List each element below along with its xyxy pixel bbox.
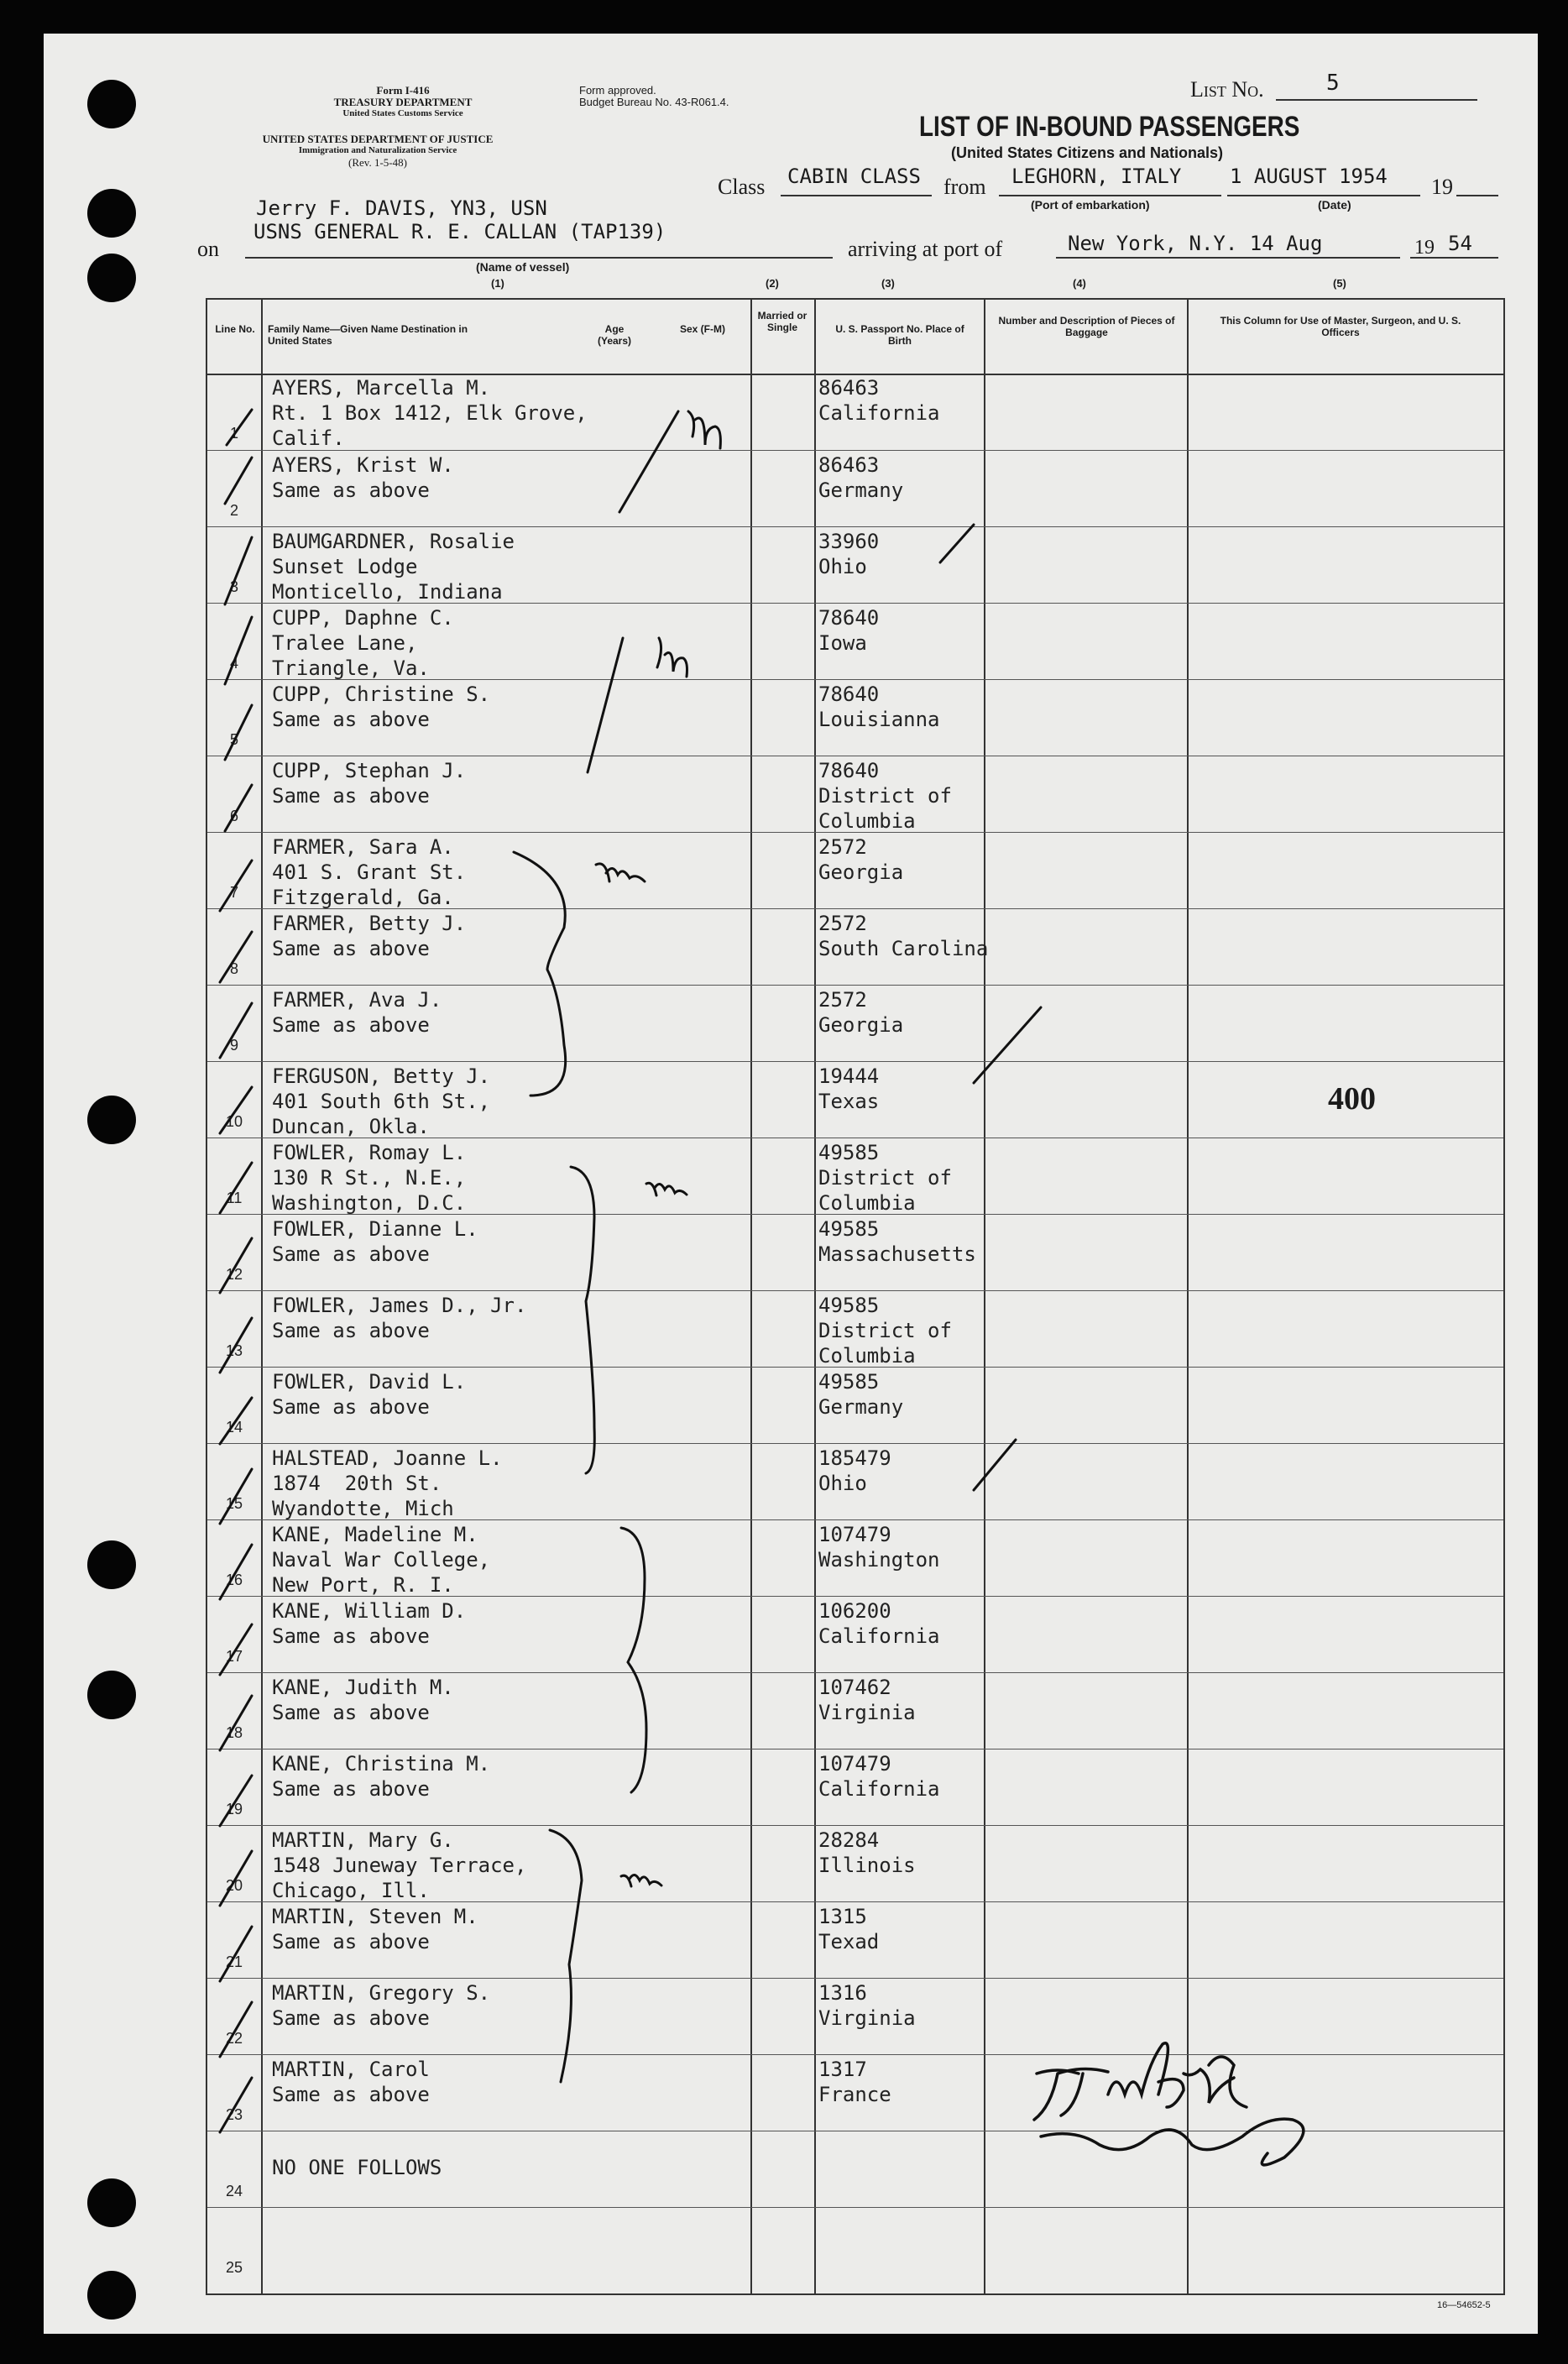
- signature-mark: [1034, 2043, 1304, 2165]
- destination-line-1: 1548 Juneway Terrace,: [272, 1854, 527, 1877]
- destination-line-2: Triangle, Va.: [272, 656, 430, 680]
- passport-number: 107479: [818, 1752, 891, 1776]
- list-no-value: 5: [1326, 71, 1340, 96]
- header-passport: U. S. Passport No. Place of Birth: [835, 323, 964, 347]
- arrival-port: New York, N.Y. 14 Aug: [1068, 232, 1323, 255]
- passenger-name: BAUMGARDNER, Rosalie: [272, 530, 515, 553]
- footer-code: 16—54652-5: [1437, 2300, 1491, 2310]
- line-number: 1: [229, 425, 238, 442]
- place-of-birth: Virginia: [818, 2006, 916, 2030]
- list-no-label: List No.: [1190, 77, 1264, 102]
- line-number: 22: [225, 2030, 243, 2047]
- passenger-name: FARMER, Sara A.: [272, 835, 454, 859]
- passenger-name: KANE, Christina M.: [272, 1752, 491, 1776]
- vessel-caption: (Name of vessel): [476, 260, 570, 274]
- line-number: 11: [226, 1190, 243, 1206]
- destination-line-2: Fitzgerald, Ga.: [272, 886, 454, 909]
- place-of-birth: District of: [818, 784, 952, 808]
- line-number: 18: [225, 1724, 243, 1741]
- place-of-birth-line-2: Columbia: [818, 1344, 916, 1368]
- passport-number: 107479: [818, 1523, 891, 1546]
- place-of-birth: Ohio: [818, 555, 867, 578]
- line-number: 16: [225, 1572, 243, 1588]
- on-label: on: [197, 237, 219, 261]
- passport-number: 49585: [818, 1217, 880, 1241]
- line-number: 14: [225, 1419, 243, 1436]
- destination-line-2: Chicago, Ill.: [272, 1879, 430, 1902]
- place-of-birth: Louisianna: [818, 708, 940, 731]
- passport-number: 49585: [818, 1370, 880, 1394]
- page-subtitle: (United States Citizens and Nationals): [951, 144, 1224, 161]
- officer-name: Jerry F. DAVIS, YN3, USN: [256, 196, 547, 220]
- place-of-birth: South Carolina: [818, 937, 989, 960]
- header-name: Family Name—Given Name Destination in United States: [268, 323, 468, 347]
- destination-line-1: Rt. 1 Box 1412, Elk Grove,: [272, 401, 588, 425]
- from-value: LEGHORN, ITALY: [1011, 165, 1182, 188]
- line-number: 20: [225, 1877, 243, 1894]
- passport-number: 19444: [818, 1064, 880, 1088]
- place-of-birth: France: [818, 2083, 891, 2106]
- place-of-birth: Washington: [818, 1548, 940, 1572]
- passport-number: 1317: [818, 2058, 867, 2081]
- justice-department: UNITED STATES DEPARTMENT OF JUSTICE: [262, 133, 494, 145]
- place-of-birth: Georgia: [818, 860, 904, 884]
- destination-line-2: Duncan, Okla.: [272, 1115, 430, 1138]
- destination-line-1: Same as above: [272, 1777, 430, 1801]
- date-year-prefix: 19: [1431, 175, 1453, 199]
- col-num-4: (4): [1073, 277, 1086, 290]
- passport-number: 78640: [818, 759, 880, 782]
- passenger-name: FARMER, Ava J.: [272, 988, 442, 1012]
- line-number: 2: [229, 502, 238, 519]
- destination-line-1: 1874 20th St.: [272, 1472, 442, 1495]
- passport-number: 2572: [818, 988, 867, 1012]
- destination-line-1: Same as above: [272, 1013, 430, 1037]
- place-of-birth: Germany: [818, 479, 904, 502]
- line-number: 19: [225, 1801, 243, 1817]
- destination-line-1: Same as above: [272, 1319, 430, 1342]
- place-of-birth: Massachusetts: [818, 1242, 976, 1266]
- place-of-birth: Germany: [818, 1395, 904, 1419]
- place-of-birth-line-2: Columbia: [818, 809, 916, 833]
- place-of-birth: District of: [818, 1166, 952, 1190]
- line-number: 21: [225, 1953, 243, 1970]
- treasury-department: TREASURY DEPARTMENT: [333, 96, 473, 108]
- vessel-name: USNS GENERAL R. E. CALLAN (TAP139): [253, 220, 666, 243]
- passport-number: 49585: [818, 1294, 880, 1317]
- passenger-name: KANE, Judith M.: [272, 1676, 454, 1699]
- col-num-2: (2): [766, 277, 779, 290]
- place-of-birth: Texad: [818, 1930, 880, 1953]
- passport-number: 49585: [818, 1141, 880, 1164]
- passenger-name: CUPP, Christine S.: [272, 683, 491, 706]
- col-num-5: (5): [1333, 277, 1346, 290]
- header-baggage: Number and Description of Pieces of Baggage: [998, 315, 1175, 338]
- departure-date: 1 AUGUST 1954: [1230, 165, 1388, 188]
- header-sex: Sex (F-M): [680, 323, 725, 335]
- destination-line-2: Monticello, Indiana: [272, 580, 503, 604]
- passenger-name: MARTIN, Steven M.: [272, 1905, 478, 1928]
- col-num-3: (3): [881, 277, 895, 290]
- destination-line-2: Calif.: [272, 426, 345, 450]
- passenger-name: KANE, William D.: [272, 1599, 467, 1623]
- line-number: 8: [229, 960, 238, 977]
- passport-number: 106200: [818, 1599, 891, 1623]
- place-of-birth: California: [818, 401, 940, 425]
- passport-number: 86463: [818, 453, 880, 477]
- arrival-year: 54: [1448, 232, 1472, 255]
- passenger-name: FOWLER, Romay L.: [272, 1141, 467, 1164]
- line-number: 4: [229, 655, 238, 672]
- date-caption: (Date): [1318, 198, 1351, 212]
- line-number: 9: [229, 1037, 238, 1054]
- passenger-name: CUPP, Daphne C.: [272, 606, 454, 630]
- class-value: CABIN CLASS: [787, 165, 921, 188]
- destination-line-1: Same as above: [272, 1242, 430, 1266]
- header-married: Married or Single: [757, 310, 808, 333]
- destination-line-1: Same as above: [272, 708, 430, 731]
- place-of-birth: California: [818, 1777, 940, 1801]
- destination-line-1: 401 South 6th St.,: [272, 1090, 491, 1113]
- passenger-name: FARMER, Betty J.: [272, 912, 467, 935]
- destination-line-1: Sunset Lodge: [272, 555, 418, 578]
- arrival-year-prefix: 19: [1414, 237, 1435, 259]
- line-number: 10: [225, 1113, 243, 1130]
- place-of-birth: Iowa: [818, 631, 867, 655]
- line-number: 23: [225, 2106, 243, 2123]
- passport-number: 2572: [818, 835, 867, 859]
- passport-number: 78640: [818, 683, 880, 706]
- destination-line-2: New Port, R. I.: [272, 1573, 454, 1597]
- port-embark-caption: (Port of embarkation): [1031, 198, 1150, 212]
- passenger-name: CUPP, Stephan J.: [272, 759, 467, 782]
- header-officers: This Column for Use of Master, Surgeon, and U. S. Officers: [1220, 315, 1461, 338]
- line-number: 5: [229, 731, 238, 748]
- destination-line-1: Tralee Lane,: [272, 631, 418, 655]
- place-of-birth: District of: [818, 1319, 952, 1342]
- passport-number: 2572: [818, 912, 867, 935]
- destination-line-1: Same as above: [272, 784, 430, 808]
- arriving-label: arriving at port of: [848, 237, 1003, 261]
- passport-number: 1315: [818, 1905, 867, 1928]
- passenger-name: FERGUSON, Betty J.: [272, 1064, 491, 1088]
- place-of-birth: Georgia: [818, 1013, 904, 1037]
- passport-number: 78640: [818, 606, 880, 630]
- destination-line-1: 401 S. Grant St.: [272, 860, 467, 884]
- passenger-name: MARTIN, Gregory S.: [272, 1981, 491, 2005]
- place-of-birth: Texas: [818, 1090, 880, 1113]
- col-num-1: (1): [491, 277, 504, 290]
- passenger-name: HALSTEAD, Joanne L.: [272, 1446, 503, 1470]
- line-number: 3: [229, 578, 238, 595]
- passenger-name: FOWLER, James D., Jr.: [272, 1294, 527, 1317]
- officer-note: 400: [1328, 1081, 1376, 1117]
- passenger-name: AYERS, Marcella M.: [272, 376, 491, 400]
- revision: (Rev. 1-5-48): [348, 156, 407, 169]
- page-title: LIST OF IN-BOUND PASSENGERS: [919, 111, 1300, 143]
- passenger-name: AYERS, Krist W.: [272, 453, 454, 477]
- line-number: 25: [225, 2259, 243, 2276]
- destination-line-2: Washington, D.C.: [272, 1191, 467, 1215]
- destination-line-1: Same as above: [272, 937, 430, 960]
- line-number: 12: [225, 1266, 243, 1283]
- destination-line-1: Naval War College,: [272, 1548, 491, 1572]
- class-label: Class: [718, 175, 766, 199]
- line-number: 6: [229, 808, 238, 824]
- immigration-service: Immigration and Naturalization Service: [298, 145, 457, 155]
- passenger-name: MARTIN, Carol: [272, 2058, 430, 2081]
- destination-line-2: Wyandotte, Mich: [272, 1497, 454, 1520]
- destination-line-1: Same as above: [272, 1624, 430, 1648]
- passport-number: 107462: [818, 1676, 891, 1699]
- passport-number: 33960: [818, 530, 880, 553]
- place-of-birth: Illinois: [818, 1854, 916, 1877]
- place-of-birth: Ohio: [818, 1472, 867, 1495]
- destination-line-1: Same as above: [272, 1930, 430, 1953]
- passenger-name: MARTIN, Mary G.: [272, 1828, 454, 1852]
- header-line-no: Line No.: [215, 323, 255, 335]
- passenger-name: KANE, Madeline M.: [272, 1523, 478, 1546]
- passport-number: 185479: [818, 1446, 891, 1470]
- passenger-name: FOWLER, Dianne L.: [272, 1217, 478, 1241]
- passenger-name: FOWLER, David L.: [272, 1370, 467, 1394]
- destination-line-1: Same as above: [272, 1701, 430, 1724]
- destination-line-1: Same as above: [272, 2006, 430, 2030]
- form-number: Form I-416: [376, 84, 430, 97]
- place-of-birth: Virginia: [818, 1701, 916, 1724]
- line-number: 13: [225, 1342, 243, 1359]
- line-number: 15: [225, 1495, 243, 1512]
- passport-number: 28284: [818, 1828, 880, 1852]
- customs-service: United States Customs Service: [342, 108, 463, 118]
- place-of-birth-line-2: Columbia: [818, 1191, 916, 1215]
- budget-bureau: Budget Bureau No. 43-R061.4.: [579, 96, 729, 108]
- line-number: 24: [225, 2183, 243, 2199]
- header-age: Age (Years): [597, 323, 632, 347]
- passport-number: 1316: [818, 1981, 867, 2005]
- line-number: 17: [225, 1648, 243, 1665]
- place-of-birth: California: [818, 1624, 940, 1648]
- destination-line-1: 130 R St., N.E.,: [272, 1166, 467, 1190]
- passenger-name: NO ONE FOLLOWS: [272, 2156, 442, 2179]
- destination-line-1: Same as above: [272, 1395, 430, 1419]
- passport-number: 86463: [818, 376, 880, 400]
- destination-line-1: Same as above: [272, 2083, 430, 2106]
- form-approved: Form approved.: [579, 84, 656, 97]
- from-label: from: [943, 175, 986, 199]
- line-number: 7: [229, 884, 238, 901]
- destination-line-1: Same as above: [272, 479, 430, 502]
